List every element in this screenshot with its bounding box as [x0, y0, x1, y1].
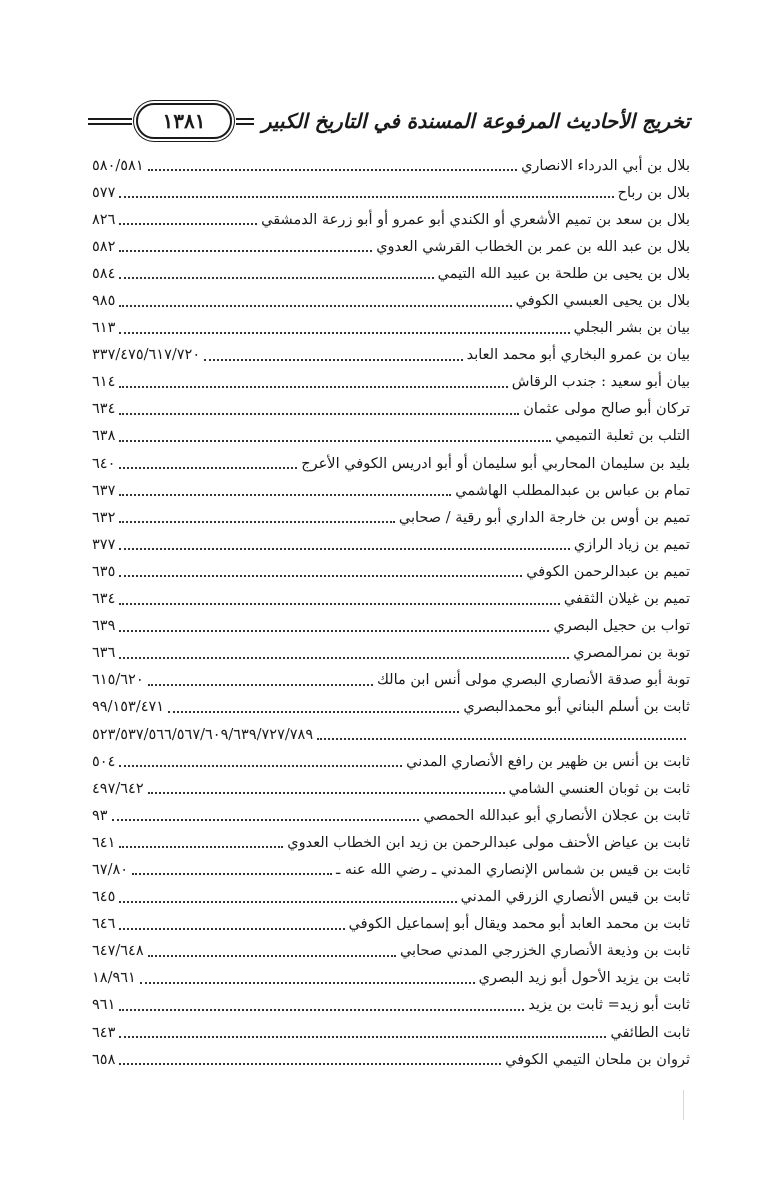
- dot-leader: [119, 249, 372, 252]
- entry-name: بلال بن يحيى بن طلحة بن عبيد الله التيمي: [437, 265, 690, 282]
- entry-pages: ٣٧٧: [92, 536, 116, 553]
- entry-pages: ٥٧٧: [92, 184, 116, 201]
- entry-name: بليد بن سليمان المحاربي أبو سليمان أو أبو ادريس الكوفي الأعرج: [301, 455, 690, 472]
- dot-leader: [132, 872, 332, 875]
- entry-name: تواب بن حجيل البصري: [553, 618, 690, 635]
- entry-pages: ٦١٥/٦٢٠: [92, 672, 144, 689]
- dot-leader: [119, 764, 402, 767]
- entry-name: بلال بن سعد بن تميم الأشعري أو الكندي أبو عمرو أو أبو زرعة الدمشقي: [261, 211, 690, 228]
- entry-name: ثابت بن وذيعة الأنصاري الخزرجي المدني صحابي: [399, 943, 690, 960]
- dot-leader: [119, 1008, 524, 1011]
- entry-pages: ٦١٣: [92, 320, 116, 337]
- index-entry: [92, 911, 690, 938]
- entry-name: ثابت بن أنس بن ظهير بن رافع الأنصاري المدني: [406, 753, 690, 770]
- dot-leader: [148, 954, 396, 957]
- dot-leader: [317, 737, 686, 740]
- entry-pages: ٦٣٩: [92, 618, 116, 635]
- page-number-badge: ١٣٨١: [136, 103, 232, 139]
- dot-leader: [148, 168, 517, 171]
- dot-leader: [119, 304, 511, 307]
- index-entry: [92, 396, 690, 423]
- entry-pages: ٤٩٧/٦٤٢: [92, 780, 144, 797]
- dot-leader: [168, 710, 459, 713]
- dot-leader: [119, 276, 433, 279]
- dot-leader: [112, 818, 420, 821]
- entry-name: ثابت بن عياض الأحنف مولى عبدالرحمن بن زيد ابن الخطاب العدوي: [287, 834, 690, 851]
- header-rule-end: [88, 118, 132, 125]
- entry-name: بلال بن يحيى العبسي الكوفي: [515, 293, 690, 310]
- index-entry: [92, 829, 690, 856]
- entry-name: تمام بن عباس بن عبدالمطلب الهاشمي: [455, 482, 690, 499]
- index-entry: [92, 613, 690, 640]
- index-entry: [92, 558, 690, 585]
- entry-name: بلال بن رباح: [617, 184, 690, 201]
- entry-pages: ٦٣٦: [92, 645, 116, 662]
- entry-name: بلال بن أبي الدرداء الانصاري: [521, 157, 690, 174]
- entry-pages: ٥٨٠/٥٨١: [92, 157, 144, 174]
- entry-pages: ٦٣٤: [92, 401, 116, 418]
- entry-name: توبة أبو صدقة الأنصاري البصري مولى أنس ابن مالك: [376, 672, 690, 689]
- entry-pages: ٦٣٨: [92, 428, 116, 445]
- index-entry: [92, 992, 690, 1019]
- entry-pages: ٥٠٤: [92, 753, 116, 770]
- entry-pages: ٩٨٥: [92, 293, 116, 310]
- dot-leader: [119, 656, 569, 659]
- index-entry: [92, 260, 690, 287]
- dot-leader: [119, 222, 257, 225]
- dot-leader: [119, 927, 344, 930]
- margin-mark: [683, 1090, 684, 1120]
- dot-leader: [119, 629, 549, 632]
- running-header: [88, 98, 690, 144]
- dot-leader: [119, 574, 522, 577]
- entry-name: ثابت الطائفي: [610, 1024, 690, 1041]
- entry-pages: ٦٣٥: [92, 563, 116, 580]
- index-entry: [92, 152, 690, 179]
- index-entry: [92, 531, 690, 558]
- entry-name: تميم بن عبدالرحمن الكوفي: [526, 563, 690, 580]
- entry-name: توبة بن نمرالمصري: [573, 645, 690, 662]
- entry-name: ثابت بن قيس بن شماس الإنصاري المدني ـ رضي الله عنه ـ: [336, 861, 690, 878]
- entry-pages: ٦٤١: [92, 834, 116, 851]
- index-entry: [92, 233, 690, 260]
- index-entry: [92, 586, 690, 613]
- dot-leader: [119, 1062, 501, 1065]
- entry-name: ثابت أبو زيد= ثابت بن يزيد: [528, 997, 690, 1014]
- index-entry: [92, 504, 690, 531]
- entry-name: تميم بن أوس بن خارجة الداري أبو رقية / صحابي: [398, 509, 690, 526]
- running-title: تخريج الأحاديث المرفوعة المسندة في التاريخ الكبير: [261, 109, 690, 133]
- index-entry: [92, 667, 690, 694]
- entry-name: بيان أبو سعيد : جندب الرقاش: [511, 374, 690, 391]
- dot-leader: [119, 547, 570, 550]
- entry-pages: ٦٥٨: [92, 1051, 116, 1068]
- dot-leader: [119, 1035, 606, 1038]
- index-entry: [92, 802, 690, 829]
- index-entry: [92, 342, 690, 369]
- index-entry: [92, 965, 690, 992]
- entry-pages: ٩٣: [92, 807, 108, 824]
- index-entry: [92, 856, 690, 883]
- entry-pages: ٩٦١: [92, 997, 116, 1014]
- index-entry: [92, 1019, 690, 1046]
- index-entry: [92, 369, 690, 396]
- entry-pages: ٦٤٦: [92, 916, 116, 933]
- dot-leader: [119, 331, 569, 334]
- index-entry: [92, 694, 690, 721]
- index-list: [92, 152, 690, 1073]
- dot-leader: [119, 466, 297, 469]
- entry-name: بيان بن عمرو البخاري أبو محمد العابد: [466, 347, 690, 364]
- entry-name: ثابت بن أسلم البناني أبو محمدالبصري: [463, 699, 690, 716]
- dot-leader: [119, 195, 613, 198]
- entry-pages: ٦٤٣: [92, 1024, 116, 1041]
- dot-leader: [119, 520, 395, 523]
- index-entry: [92, 748, 690, 775]
- index-entry: [92, 315, 690, 342]
- entry-pages: ٨٢٦: [92, 211, 116, 228]
- entry-pages: ٦٤٧/٦٤٨: [92, 943, 144, 960]
- entry-name: ثابت بن محمد العابد أبو محمد ويقال أبو إسماعيل الكوفي: [348, 916, 690, 933]
- index-entry: [92, 206, 690, 233]
- index-entry: [92, 884, 690, 911]
- entry-pages: ١٨/٩٦١: [92, 970, 136, 987]
- entry-name: بيان بن بشر البجلي: [573, 320, 690, 337]
- dot-leader: [119, 845, 283, 848]
- entry-name: ثابت بن قيس الأنصاري الزرقي المدني: [460, 889, 690, 906]
- entry-pages: ٣٣٧/٤٧٥/٦١٧/٧٢٠: [92, 347, 201, 364]
- entry-name: تميم بن زياد الرازي: [573, 536, 690, 553]
- entry-pages: ٦٤٠: [92, 455, 116, 472]
- dot-leader: [204, 358, 462, 361]
- dot-leader: [140, 981, 475, 984]
- entry-name: ثابت بن يزيد الأحول أبو زيد البصري: [478, 970, 690, 987]
- entry-pages: ٥٨٢: [92, 238, 116, 255]
- entry-pages: ٦٣٤: [92, 591, 116, 608]
- entry-pages: ٦١٤: [92, 374, 116, 391]
- index-entry: [92, 423, 690, 450]
- dot-leader: [119, 439, 551, 442]
- dot-leader: [119, 385, 507, 388]
- entry-pages: ٦٧/٨٠: [92, 861, 129, 878]
- dot-leader: [119, 602, 559, 605]
- index-entry: [92, 938, 690, 965]
- entry-pages: ٦٤٥: [92, 889, 116, 906]
- entry-name: ثابت بن ثوبان العنسي الشامي: [508, 780, 690, 797]
- index-entry: [92, 775, 690, 802]
- entry-name: تميم بن غيلان الثقفي: [563, 591, 690, 608]
- entry-pages: ٥٨٤: [92, 265, 116, 282]
- index-entry-continuation: [92, 721, 690, 748]
- entry-name: التلب بن ثعلبة التميمي: [555, 428, 690, 445]
- dot-leader: [148, 683, 373, 686]
- index-entry: [92, 1046, 690, 1073]
- index-entry: [92, 179, 690, 206]
- entry-name: ثابت بن عجلان الأنصاري أبو عبدالله الحمصي: [423, 807, 690, 824]
- dot-leader: [119, 900, 456, 903]
- entry-pages: ٥٢٣/٥٣٧/٥٦٦/٥٦٧/٦٠٩/٦٣٩/٧٢٧/٧٨٩: [92, 726, 314, 743]
- dot-leader: [119, 493, 451, 496]
- entry-pages: ٦٣٧: [92, 482, 116, 499]
- entry-name: تركان أبو صالح مولى عثمان: [523, 401, 690, 418]
- header-rule-left-of-title: [236, 118, 254, 125]
- entry-pages: ٩٩/١٥٣/٤٧١: [92, 699, 165, 716]
- entry-name: بلال بن عبد الله بن عمر بن الخطاب القرشي العدوي: [376, 238, 690, 255]
- index-entry: [92, 287, 690, 314]
- dot-leader: [148, 791, 505, 794]
- dot-leader: [119, 412, 519, 415]
- index-entry: [92, 477, 690, 504]
- index-entry: [92, 640, 690, 667]
- index-entry: [92, 450, 690, 477]
- entry-pages: ٦٣٢: [92, 509, 116, 526]
- entry-name: ثروان بن ملحان التيمي الكوفي: [505, 1051, 690, 1068]
